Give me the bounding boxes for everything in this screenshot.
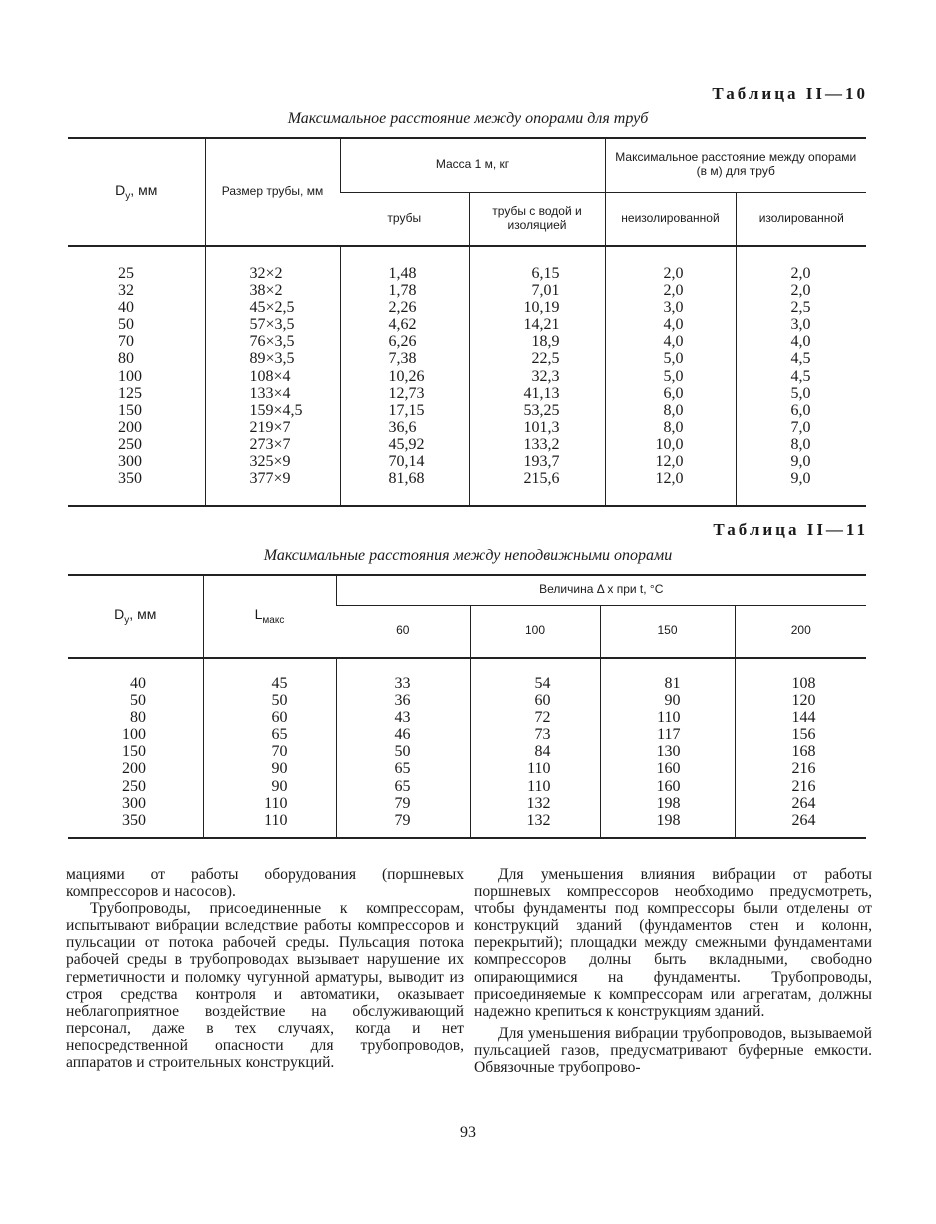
table2-cell-dy: 200 bbox=[122, 760, 146, 778]
table1-cell-dy: 125 bbox=[118, 384, 142, 402]
table2-cell-t100: 132 bbox=[526, 811, 551, 829]
table2-header-lmax: $L_{макс}$ bbox=[203, 575, 336, 658]
table1-cell-mass-pipe: 10,26 bbox=[388, 367, 425, 385]
table1-cell-dist-ins: 4,0 bbox=[790, 333, 811, 351]
table1-cell-mass-water: 14,21 bbox=[523, 316, 560, 334]
table2-cell-t200: 168 bbox=[791, 743, 816, 761]
table1-cell-size: 38×2 bbox=[249, 282, 283, 300]
table1-cell-mass-pipe: 45,92 bbox=[388, 435, 425, 453]
table1-cell-dist-bare: 4,0 bbox=[663, 316, 684, 334]
table2-cell-t200: 108 bbox=[791, 675, 816, 692]
table1-cell-size: 159×4,5 bbox=[249, 401, 303, 419]
table2-cell-t150: 198 bbox=[656, 811, 681, 829]
left-paragraph-1: мациями от работы оборудования (поршневых компрессоров и насосов). bbox=[66, 866, 464, 901]
table2-cell-lmax: 110 bbox=[264, 811, 288, 829]
table1 bbox=[68, 137, 866, 507]
table1-cell-mass-water: 22,5 bbox=[531, 350, 560, 368]
table1-cell-size: 32×2 bbox=[249, 265, 283, 282]
table2-label: Таблица II—11 bbox=[713, 520, 868, 539]
table2-header-t60: 60 bbox=[336, 605, 470, 658]
table2-cell-t60: 79 bbox=[394, 794, 411, 812]
table1-cell-dist-ins: 6,0 bbox=[790, 401, 811, 419]
table2-cell-lmax: 90 bbox=[271, 760, 288, 778]
table2-cell-t200: 264 bbox=[791, 794, 816, 812]
table1-cell-dist-ins: 8,0 bbox=[790, 435, 811, 453]
table1-label: Таблица II—10 bbox=[712, 84, 868, 103]
table1-cell-mass-water: 32,3 bbox=[531, 367, 560, 385]
table2-cell-t60: 65 bbox=[394, 777, 411, 795]
table2-col-dy bbox=[68, 658, 203, 838]
table2-cell-t200: 156 bbox=[791, 726, 816, 744]
table2-cell-t100: 72 bbox=[534, 709, 551, 727]
table1-cell-dist-ins: 2,0 bbox=[790, 282, 811, 300]
table1-col-mass-pipe bbox=[340, 246, 469, 506]
table2-cell-dy: 250 bbox=[122, 777, 146, 795]
table1-cell-mass-pipe: 2,26 bbox=[388, 299, 417, 317]
table2-cell-t60: 36 bbox=[394, 692, 411, 710]
table1-cell-size: 89×3,5 bbox=[249, 350, 295, 368]
table2-header-t200: 200 bbox=[735, 605, 866, 658]
table1-col-size bbox=[205, 246, 340, 506]
table1-cell-dist-bare: 3,0 bbox=[663, 299, 684, 317]
table2-col-t60 bbox=[336, 658, 470, 838]
table2-cell-t150: 117 bbox=[657, 726, 681, 744]
table1-cell-mass-pipe: 7,38 bbox=[388, 350, 417, 368]
table1-col-dy bbox=[68, 246, 205, 506]
table1-cell-dist-ins: 2,0 bbox=[790, 265, 811, 282]
table1-cell-dy: 50 bbox=[118, 316, 134, 334]
table2-header-group: Величина Δ x при t, °C bbox=[336, 575, 866, 605]
table1-cell-dist-ins: 9,0 bbox=[790, 470, 811, 488]
table2-col-t200 bbox=[735, 658, 866, 838]
table2-cell-t100: 132 bbox=[526, 794, 551, 812]
table2-cell-dy: 300 bbox=[122, 794, 146, 812]
table1-header-dist-bare: неизолированной bbox=[605, 192, 736, 246]
table1-header-dist-group: Максимальное расстояние между опорами (в м) для труб bbox=[605, 138, 866, 192]
table1-col-dist-ins bbox=[736, 246, 866, 506]
table2-cell-lmax: 65 bbox=[271, 726, 288, 744]
table2-cell-t100: 84 bbox=[534, 743, 551, 761]
table1-cell-size: 377×9 bbox=[249, 470, 291, 488]
table1-cell-dist-bare: 8,0 bbox=[663, 418, 684, 436]
table2-cell-t100: 73 bbox=[534, 726, 551, 744]
table2-cell-t60: 79 bbox=[394, 811, 411, 829]
table2-cell-lmax: 50 bbox=[271, 692, 288, 710]
table1-cell-dist-ins: 4,5 bbox=[790, 367, 811, 385]
table1-cell-dist-ins: 9,0 bbox=[790, 453, 811, 471]
table1-cell-dist-bare: 2,0 bbox=[663, 265, 684, 282]
table1-cell-mass-pipe: 12,73 bbox=[388, 384, 425, 402]
table1-cell-dist-bare: 10,0 bbox=[655, 435, 684, 453]
table2-cell-dy: 100 bbox=[122, 726, 146, 744]
table2-cell-lmax: 110 bbox=[264, 794, 288, 812]
table1-cell-dist-bare: 12,0 bbox=[655, 470, 684, 488]
table2-cell-t200: 216 bbox=[791, 760, 816, 778]
table2-cell-lmax: 90 bbox=[271, 777, 288, 795]
table1-cell-mass-pipe: 1,78 bbox=[388, 282, 417, 300]
table1-cell-mass-pipe: 4,62 bbox=[388, 316, 417, 334]
table1-cell-mass-water: 215,6 bbox=[523, 470, 560, 488]
table1-cell-dy: 200 bbox=[118, 418, 142, 436]
table1-cell-dy: 150 bbox=[118, 401, 142, 419]
table1-cell-size: 133×4 bbox=[249, 384, 291, 402]
table2-cell-dy: 150 bbox=[122, 743, 146, 761]
table1-cell-mass-water: 133,2 bbox=[523, 435, 560, 453]
table1-header-mass-pipe: трубы bbox=[340, 192, 469, 246]
table2-col-t150 bbox=[600, 658, 735, 838]
table2-cell-t60: 65 bbox=[394, 760, 411, 778]
table2-cell-t150: 130 bbox=[656, 743, 681, 761]
table1-cell-dist-ins: 4,5 bbox=[790, 350, 811, 368]
table1-col-mass-water bbox=[469, 246, 605, 506]
right-paragraph-2: Для уменьшения вибрации трубопроводов, вызываемой пульсацией газов, предусматривают буферные емкости. Обвязочные трубопрово- bbox=[474, 1024, 872, 1077]
table2-cell-t100: 60 bbox=[534, 692, 551, 710]
table2-cell-t150: 160 bbox=[656, 760, 681, 778]
table2-cell-t150: 198 bbox=[656, 794, 681, 812]
table1-cell-dy: 40 bbox=[118, 299, 134, 317]
table2-cell-dy: 40 bbox=[130, 675, 146, 692]
table2-cell-t150: 90 bbox=[664, 692, 681, 710]
table1-cell-mass-water: 53,25 bbox=[523, 401, 560, 419]
table2 bbox=[68, 574, 866, 839]
table2-cell-t200: 120 bbox=[791, 692, 816, 710]
right-column-text bbox=[474, 866, 872, 1076]
table1-header-size: Размер трубы, мм bbox=[205, 138, 340, 246]
table1-cell-dy: 80 bbox=[118, 350, 134, 368]
table1-cell-mass-pipe: 70,14 bbox=[388, 453, 425, 471]
table1-cell-dist-bare: 2,0 bbox=[663, 282, 684, 300]
table1-cell-mass-pipe: 17,15 bbox=[388, 401, 425, 419]
table1-cell-dy: 100 bbox=[118, 367, 142, 385]
table1-col-dist-bare bbox=[605, 246, 736, 506]
table1-cell-dist-bare: 8,0 bbox=[663, 401, 684, 419]
left-paragraph-2: Трубопроводы, присоединенные к компрессорам, испытывают вибрации вследствие работы компрессоров и пульсации от потока рабочей среды. Пульсация потока рабочей среды в трубопроводах вызывает нарушение их герметичности и поломку чугунной арматуры, выводит из строя средства контроля и автоматики, оказывает неблагоприятное воздействие на обслуживающий персонал, даже в тех случаях, когда и нет непосредственной опасности для трубопроводов, аппаратов и строительных конструкций. bbox=[66, 900, 464, 1072]
table2-header-t150: 150 bbox=[600, 605, 735, 658]
table1-cell-dy: 250 bbox=[118, 435, 142, 453]
table2-cell-t200: 216 bbox=[791, 777, 816, 795]
table2-cell-t150: 160 bbox=[656, 777, 681, 795]
left-column-text bbox=[66, 866, 464, 1071]
table2-cell-t150: 81 bbox=[664, 675, 681, 692]
table2-cell-t200: 144 bbox=[791, 709, 816, 727]
table1-cell-dist-ins: 5,0 bbox=[790, 384, 811, 402]
table1-cell-dist-ins: 7,0 bbox=[790, 418, 811, 436]
page-number: 93 bbox=[460, 1124, 476, 1141]
table2-cell-t60: 50 bbox=[394, 743, 411, 761]
table1-caption: Максимальное расстояние между опорами для труб bbox=[287, 110, 649, 127]
table1-cell-dy: 32 bbox=[118, 282, 134, 300]
table2-cell-t60: 33 bbox=[394, 675, 411, 692]
table1-cell-mass-water: 6,15 bbox=[531, 265, 560, 282]
table1-cell-mass-pipe: 6,26 bbox=[388, 333, 417, 351]
table1-cell-dist-bare: 5,0 bbox=[663, 367, 684, 385]
table2-cell-lmax: 70 bbox=[271, 743, 288, 761]
table2-cell-dy: 350 bbox=[122, 811, 146, 829]
table1-cell-mass-pipe: 81,68 bbox=[388, 470, 425, 488]
table1-header-dy: $D_у$, мм bbox=[68, 138, 205, 246]
table2-cell-t200: 264 bbox=[791, 811, 816, 829]
table1-cell-size: 108×4 bbox=[249, 367, 291, 385]
table1-cell-mass-water: 18,9 bbox=[531, 333, 560, 351]
table1-cell-dist-ins: 2,5 bbox=[790, 299, 811, 317]
table1-cell-dist-bare: 5,0 bbox=[663, 350, 684, 368]
table2-cell-t60: 46 bbox=[394, 726, 411, 744]
table2-cell-lmax: 45 bbox=[271, 675, 288, 692]
table2-header-dy: $D_у$, мм bbox=[68, 575, 203, 658]
table2-caption: Максимальные расстояния между неподвижными опорами bbox=[263, 547, 673, 564]
table1-cell-mass-water: 41,13 bbox=[523, 384, 560, 402]
table2-cell-t150: 110 bbox=[657, 709, 681, 727]
table1-cell-dist-bare: 12,0 bbox=[655, 453, 684, 471]
table2-col-lmax bbox=[203, 658, 336, 838]
table1-cell-dist-ins: 3,0 bbox=[790, 316, 811, 334]
table1-cell-dist-bare: 4,0 bbox=[663, 333, 684, 351]
table1-header-mass-water: трубы с водой и изоляцией bbox=[469, 192, 605, 246]
table2-header-t100: 100 bbox=[470, 605, 600, 658]
table1-cell-size: 45×2,5 bbox=[249, 299, 295, 317]
table1-cell-dy: 350 bbox=[118, 470, 142, 488]
right-paragraph-1: Для уменьшения влияния вибрации от работы поршневых компрессоров необходимо предусмотреть, чтобы фундаменты под компрессоры были отделены от конструкций зданий (фундаментов стен и колонн, перекрытий); площадки между смежными фундаментами компрессоров долны быть вкладными, свободно опирающимися на фундаменты. Трубопроводы, присоединяемые к компрессорам или агрегатам, должны надежно крепиться к конструкциям зданий. bbox=[474, 866, 872, 1020]
table1-cell-size: 76×3,5 bbox=[249, 333, 295, 351]
table2-cell-t100: 110 bbox=[527, 777, 551, 795]
table1-cell-mass-pipe: 1,48 bbox=[388, 265, 417, 282]
table1-cell-mass-water: 7,01 bbox=[531, 282, 560, 300]
table1-cell-size: 325×9 bbox=[249, 453, 291, 471]
table1-cell-mass-water: 193,7 bbox=[523, 453, 560, 471]
table1-header-mass-group: Масса 1 м, кг bbox=[340, 138, 605, 192]
table2-col-t100 bbox=[470, 658, 600, 838]
table1-cell-size: 57×3,5 bbox=[249, 316, 295, 334]
table1-cell-size: 273×7 bbox=[249, 435, 291, 453]
table2-cell-dy: 80 bbox=[130, 709, 146, 727]
table1-header-dist-ins: изолированной bbox=[736, 192, 866, 246]
table1-cell-dist-bare: 6,0 bbox=[663, 384, 684, 402]
table1-cell-mass-water: 101,3 bbox=[523, 418, 560, 436]
table1-cell-size: 219×7 bbox=[249, 418, 291, 436]
table2-cell-t60: 43 bbox=[394, 709, 411, 727]
table1-cell-dy: 25 bbox=[118, 265, 134, 282]
table2-cell-t100: 110 bbox=[527, 760, 551, 778]
table1-cell-mass-water: 10,19 bbox=[523, 299, 560, 317]
table1-cell-dy: 70 bbox=[118, 333, 134, 351]
table2-cell-lmax: 60 bbox=[271, 709, 288, 727]
table1-cell-mass-pipe: 36,6 bbox=[388, 418, 417, 436]
table2-cell-t100: 54 bbox=[534, 675, 551, 692]
table1-cell-dy: 300 bbox=[118, 453, 142, 471]
table2-cell-dy: 50 bbox=[130, 692, 146, 710]
